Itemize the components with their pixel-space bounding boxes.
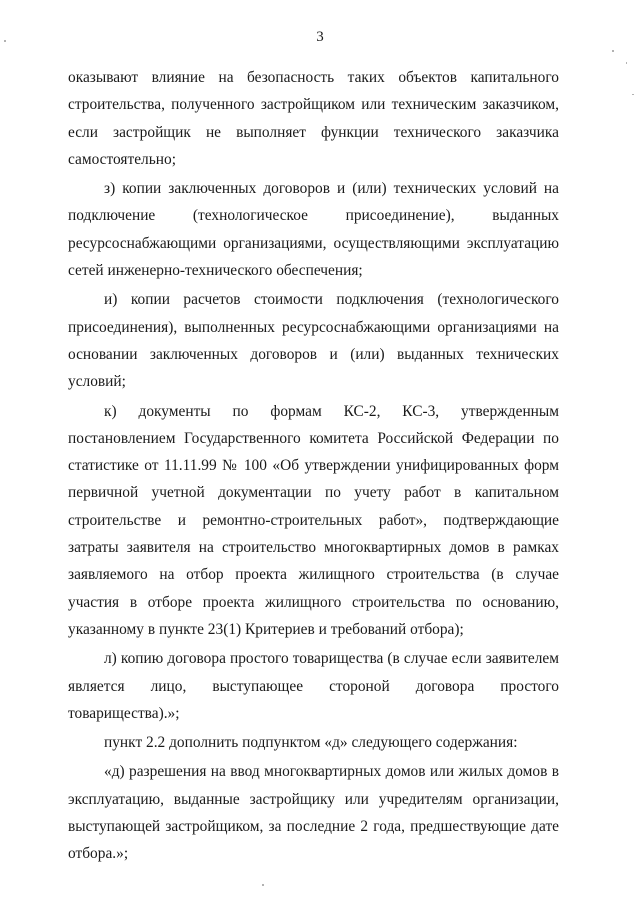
scan-speck — [4, 40, 6, 42]
paragraph-item-z: з) копии заключенных договоров и (или) технических условий на подключение (технологическое присоединение), выданных ресурсоснабжающими организациями, осуществляющими эксплуатацию сетей инженерно-технического обеспечения; — [68, 180, 559, 280]
paragraph-item-k: к) документы по формам КС-2, КС-3, утвержденным постановлением Государственного комитета Российской Федерации по статистике от 11.11.99 № 100 «Об утверждении унифицированных форм первичной учетной документации по учету работ в капитальном строительстве и ремонтно-строительных работ», подтверждающие затраты заявителя на строительство многоквартирных домов в рамках заявляемого на отбор проекта жилищного строительства (в случае участия в отборе проекта жилищного строительства по основанию, указанному в пункте 23(1) Критериев и требований отбора); — [68, 402, 559, 638]
document-body — [68, 64, 559, 868]
scan-speck — [626, 62, 627, 64]
paragraph-item-i: и) копии расчетов стоимости подключения (технологического присоединения), выполненных ресурсоснабжающими организациями на основании заключенных договоров и (или) выданных технических условий; — [68, 291, 559, 391]
paragraph-item-l: л) копию договора простого товарищества (в случае если заявителем является лицо, выступающее стороной договора простого товарищества).»; — [68, 650, 559, 722]
paragraph-item-d: «д) разрешения на ввод многоквартирных домов или жилых домов в эксплуатацию, выданные застройщику или учредителям организации, выступающей застройщиком, за последние 2 года, предшествующие дате отбора.»; — [68, 763, 559, 863]
paragraph-point-2-2: пункт 2.2 дополнить подпунктом «д» следующего содержания: — [104, 734, 518, 752]
scan-speck — [262, 884, 264, 886]
scan-speck — [612, 50, 614, 52]
page-number: 3 — [316, 29, 324, 45]
paragraph-continuation: оказывают влияние на безопасность таких объектов капитального строительства, полученного застройщиком или техническим заказчиком, если застройщик не выполняет функции технического заказчика самостоятельно; — [68, 69, 559, 168]
scan-speck — [632, 94, 634, 95]
